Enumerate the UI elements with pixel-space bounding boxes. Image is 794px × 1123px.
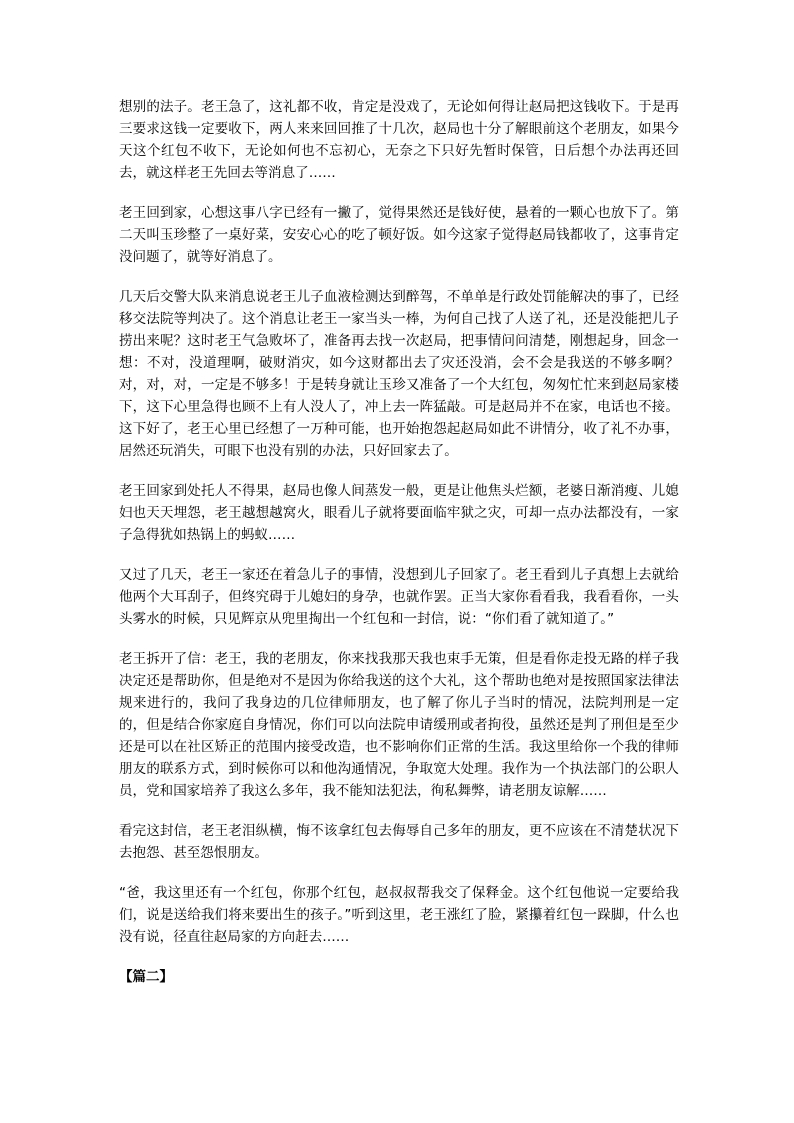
paragraph-6: 老王拆开了信：老王，我的老朋友，你来找我那天我也束手无策，但是看你走投无路的样子我决定还是帮助你，但是绝对不是因为你给我送的这个大礼，这个帮助也绝对是按照国家法律法规来进行的，我问了我身边的几位律师朋友，也了解了你儿子当时的情况，法院判刑是一定的，但是结合你家庭自身情况，你们可以向法院申请缓刑或者拘役，虽然还是判了刑但是至少还是可以在社区矫正的范围内接受改造，也不影响你们正常的生活。我这里给你一个我的律师朋友的联系方式，到时候你可以和他沟通情况，争取宽大处理。我作为一个执法部门的公职人员，党和国家培养了我这么多年，我不能知法犯法，徇私舞弊，请老朋友谅解…… [119,651,679,799]
paragraph-8: “爸，我这里还有一个红包，你那个红包，赵叔叔帮我交了保释金。这个红包他说一定要给我们，说是送给我们将来要出生的孩子。”听到这里，老王涨红了脸，紧攥着红包一跺脚，什么也没有说，径直往赵局家的方向赶去…… [119,885,679,945]
paragraph-7: 看完这封信，老王老泪纵横，悔不该拿红包去侮辱自己多年的朋友，更不应该在不清楚状况下去抱怨、甚至怨恨朋友。 [119,823,679,861]
paragraph-1: 想别的法子。老王急了，这礼都不收，肯定是没戏了，无论如何得让赵局把这钱收下。于是再三要求这钱一定要收下，两人来来回回推了十几次，赵局也十分了解眼前这个老朋友，如果今天这个红包不收下，无论如何也不忘初心，无奈之下只好先暂时保管，日后想个办法再还回去，就这样老王先回去等消息了…… [119,99,679,181]
paragraph-2: 老王回到家，心想这事八字已经有一撇了，觉得果然还是钱好使，悬着的一颗心也放下了。第二天叫玉珍整了一桌好菜，安安心心的吃了顿好饭。如今这家子觉得赵局钱都收了，这事肯定没问题了，就等好消息了。 [119,205,679,265]
paragraph-4: 老王回家到处托人不得果，赵局也像人间蒸发一般，更是让他焦头烂额，老婆日渐消瘦、儿媳妇也天天埋怨，老王越想越窝火，眼看儿子就将要面临牢狱之灾，可却一点办法都没有，一家子急得犹如热锅上的蚂蚁…… [119,483,679,543]
section-heading: 【篇二】 [119,969,173,985]
paragraph-3: 几天后交警大队来消息说老王儿子血液检测达到醉驾，不单单是行政处罚能解决的事了，已经移交法院等判决了。这个消息让老王一家当头一棒，为何自己找了人送了礼，还是没能把儿子捞出来呢？这时老王气急败坏了，准备再去找一次赵局，把事情问问清楚，刚想起身，回念一想：不对，没道理啊，破财消灾，如今这财都出去了灾还没消，会不会是我送的不够多啊？对，对，对，一定是不够多！于是转身就让玉珍又准备了一个大红包，匆匆忙忙来到赵局家楼下，这下心里急得也顾不上有人没人了，冲上去一阵猛敲。可是赵局并不在家，电话也不接。这下好了，老王心里已经想了一万种可能，也开始抱怨起赵局如此不讲情分，收了礼不办事，居然还玩消失，可眼下也没有别的办法，只好回家去了。 [119,289,679,459]
document-page [119,96,679,988]
paragraph-5: 又过了几天，老王一家还在着急儿子的事情，没想到儿子回家了。老王看到儿子真想上去就给他两个大耳刮子，但终究碍于儿媳妇的身孕，也就作罢。正当大家你看看我，我看看你，一头头雾水的时候，只见辉京从兜里掏出一个红包和一封信，说：“你们看了就知道了。” [119,567,679,627]
